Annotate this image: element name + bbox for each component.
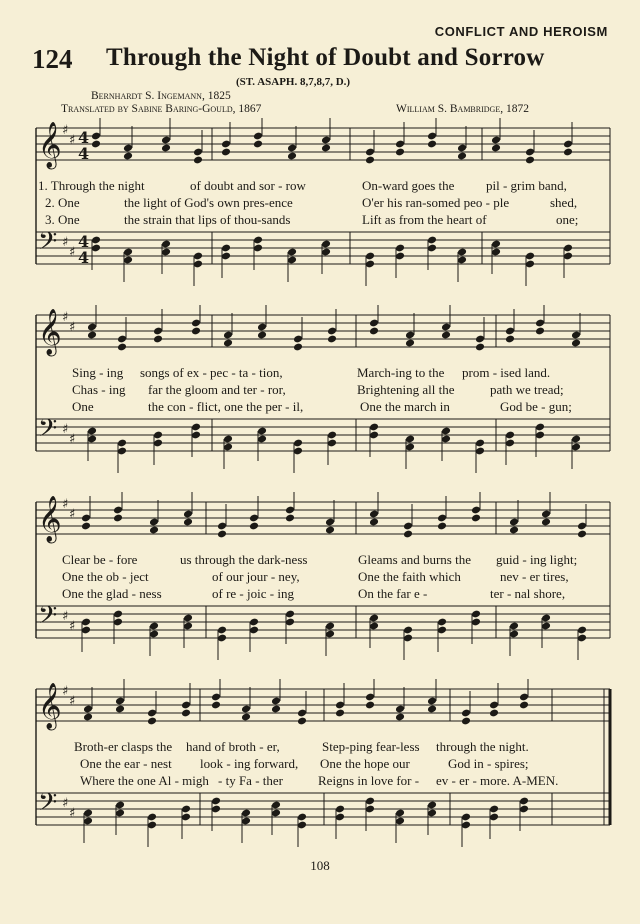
bass-clef-icon: 𝄢 bbox=[38, 414, 58, 449]
music-system-3 bbox=[0, 492, 640, 662]
lyric-segment: pil - grim band, bbox=[486, 178, 567, 193]
sharp-icon: ♯ bbox=[62, 684, 69, 699]
lyric-segment: Reigns in love for - bbox=[318, 773, 420, 788]
note-head bbox=[461, 717, 471, 726]
note-head bbox=[541, 518, 551, 527]
time-signature: 4 bbox=[78, 248, 90, 267]
note-head bbox=[113, 514, 123, 523]
lyric-segment: of our jour - ney, bbox=[212, 569, 300, 584]
sharp-icon: ♯ bbox=[62, 609, 69, 624]
lyric-segment: hand of broth - er, bbox=[186, 739, 280, 754]
treble-clef-icon: 𝄞 bbox=[38, 122, 62, 168]
treble-clef-icon: 𝄞 bbox=[38, 309, 62, 355]
note-head bbox=[183, 518, 193, 527]
lyric-segment: Broth-er clasps the bbox=[74, 739, 173, 754]
time-signature: 4 bbox=[78, 128, 90, 147]
lyric-segment: ev - er - more. A-MEN. bbox=[436, 773, 559, 788]
lyric-segment: March-ing to the bbox=[357, 365, 445, 380]
note-head bbox=[253, 140, 263, 149]
bass-clef-icon: 𝄢 bbox=[38, 601, 58, 636]
note-head bbox=[191, 327, 201, 336]
lyric-segment: of doubt and sor - row bbox=[190, 178, 306, 193]
note-head bbox=[369, 518, 379, 527]
lyric-segment: nev - er tires, bbox=[500, 569, 569, 584]
note-head bbox=[525, 156, 535, 165]
lyric-segment: one; bbox=[556, 212, 579, 227]
note-head bbox=[297, 717, 307, 726]
time-signature: 4 bbox=[78, 144, 90, 163]
sharp-icon: ♯ bbox=[69, 245, 76, 260]
lyric-segment: - ty Fa - ther bbox=[218, 773, 283, 788]
note-head bbox=[535, 327, 545, 336]
note-head bbox=[211, 701, 221, 710]
note-head bbox=[471, 514, 481, 523]
lyric-segment: One the ob - ject bbox=[62, 569, 149, 584]
section-heading: CONFLICT AND HEROISM bbox=[434, 24, 608, 39]
sharp-icon: ♯ bbox=[69, 320, 76, 335]
bass-clef-icon: 𝄢 bbox=[38, 227, 58, 262]
time-signature: 4 bbox=[78, 232, 90, 251]
lyric-segment: 2. One bbox=[45, 195, 80, 210]
music-system-2 bbox=[0, 305, 640, 475]
hymn-number: 124 bbox=[32, 44, 73, 74]
lyric-line-verse-1 bbox=[0, 178, 640, 195]
note-head bbox=[321, 144, 331, 153]
lyric-segment: through the night. bbox=[436, 739, 529, 754]
hymn-title: Through the Night of Doubt and Sorrow bbox=[106, 44, 545, 71]
tune-name: (ST. ASAPH. 8,7,8,7, D.) bbox=[236, 76, 351, 88]
lyric-line-verse-2 bbox=[0, 569, 640, 586]
sharp-icon: ♯ bbox=[62, 497, 69, 512]
lyric-segment: Chas - ing bbox=[72, 382, 126, 397]
note-head bbox=[395, 713, 405, 722]
lyric-segment: God be - gun; bbox=[500, 399, 572, 414]
note-head bbox=[505, 335, 515, 344]
note-head bbox=[83, 713, 93, 722]
note-head bbox=[241, 713, 251, 722]
lyric-segment: On the far e - bbox=[358, 586, 428, 601]
note-head bbox=[327, 335, 337, 344]
note-head bbox=[475, 343, 485, 352]
note-head bbox=[563, 148, 573, 157]
lyric-segment: One the faith which bbox=[358, 569, 461, 584]
lyric-line-verse-1 bbox=[0, 365, 640, 382]
music-system-1 bbox=[0, 118, 640, 288]
note-head bbox=[437, 522, 447, 531]
lyric-line-verse-3 bbox=[0, 773, 640, 790]
sharp-icon: ♯ bbox=[69, 507, 76, 522]
note-head bbox=[369, 327, 379, 336]
note-head bbox=[221, 148, 231, 157]
lyric-segment: Brightening all the bbox=[357, 382, 455, 397]
note-head bbox=[147, 717, 157, 726]
lyric-segment: look - ing forward, bbox=[200, 756, 299, 771]
lyric-segment: Lift as from the heart of bbox=[362, 212, 487, 227]
lyric-segment: us through the dark-ness bbox=[180, 552, 308, 567]
lyric-segment: prom - ised land. bbox=[462, 365, 551, 380]
treble-clef-icon: 𝄞 bbox=[38, 496, 62, 542]
lyric-segment: Gleams and burns the bbox=[358, 552, 472, 567]
note-head bbox=[223, 339, 233, 348]
note-head bbox=[287, 152, 297, 161]
note-head bbox=[285, 514, 295, 523]
lyric-segment: One the ear - nest bbox=[80, 756, 172, 771]
lyric-segment: shed, bbox=[550, 195, 578, 210]
note-head bbox=[457, 152, 467, 161]
note-head bbox=[441, 331, 451, 340]
lyric-segment: 3. One bbox=[45, 212, 80, 227]
lyric-segment: One the hope our bbox=[320, 756, 410, 771]
note-head bbox=[293, 343, 303, 352]
note-head bbox=[257, 331, 267, 340]
note-head bbox=[217, 530, 227, 539]
lyric-segment: the con - flict, one the per - il, bbox=[148, 399, 304, 414]
lyric-line-verse-2 bbox=[0, 382, 640, 399]
composer-credit: William S. Bambridge, 1872 bbox=[396, 103, 529, 115]
note-head bbox=[91, 140, 101, 149]
note-head bbox=[519, 701, 529, 710]
note-head bbox=[489, 709, 499, 718]
note-head bbox=[427, 140, 437, 149]
lyric-segment: guid - ing light; bbox=[496, 552, 578, 567]
note-head bbox=[571, 339, 581, 348]
lyric-segment: Clear be - fore bbox=[62, 552, 138, 567]
note-head bbox=[365, 701, 375, 710]
note-head bbox=[153, 335, 163, 344]
note-head bbox=[115, 705, 125, 714]
lyric-segment: the light of God's own pres-ence bbox=[124, 195, 293, 210]
lyric-segment: Sing - ing bbox=[72, 365, 124, 380]
lyric-line-verse-2 bbox=[0, 756, 640, 773]
note-head bbox=[365, 156, 375, 165]
bass-clef-icon: 𝄢 bbox=[38, 788, 58, 823]
lyric-segment: One the march in bbox=[360, 399, 450, 414]
lyric-segment: far the gloom and ter - ror, bbox=[148, 382, 286, 397]
sharp-icon: ♯ bbox=[69, 806, 76, 821]
note-head bbox=[193, 156, 203, 165]
lyric-line-verse-2 bbox=[0, 195, 640, 212]
note-head bbox=[427, 705, 437, 714]
note-head bbox=[403, 530, 413, 539]
sharp-icon: ♯ bbox=[62, 310, 69, 325]
note-head bbox=[181, 709, 191, 718]
note-head bbox=[509, 526, 519, 535]
lyric-segment: One the glad - ness bbox=[62, 586, 162, 601]
translator-credit: Translated by Sabine Baring-Gould, 1867 bbox=[61, 103, 262, 115]
note-head bbox=[491, 144, 501, 153]
note-head bbox=[249, 522, 259, 531]
lyric-line-verse-1 bbox=[0, 552, 640, 569]
sharp-icon: ♯ bbox=[62, 235, 69, 250]
lyric-segment: the strain that lips of thou-sands bbox=[124, 212, 291, 227]
note-head bbox=[325, 526, 335, 535]
note-head bbox=[395, 148, 405, 157]
music-system-4 bbox=[0, 679, 640, 849]
lyric-segment: ter - nal shore, bbox=[490, 586, 566, 601]
lyric-segment: Where the one Al - migh bbox=[80, 773, 209, 788]
note-head bbox=[123, 152, 133, 161]
note-head bbox=[335, 709, 345, 718]
lyric-line-verse-3 bbox=[0, 586, 640, 603]
note-head bbox=[271, 705, 281, 714]
sharp-icon: ♯ bbox=[69, 432, 76, 447]
sharp-icon: ♯ bbox=[62, 422, 69, 437]
note-head bbox=[87, 331, 97, 340]
lyric-line-verse-3 bbox=[0, 212, 640, 229]
note-head bbox=[161, 144, 171, 153]
sharp-icon: ♯ bbox=[62, 796, 69, 811]
note-head bbox=[117, 343, 127, 352]
sharp-icon: ♯ bbox=[69, 133, 76, 148]
lyric-segment: God in - spires; bbox=[448, 756, 529, 771]
lyric-line-verse-1 bbox=[0, 739, 640, 756]
note-head bbox=[81, 522, 91, 531]
note-head bbox=[405, 339, 415, 348]
page-number: 108 bbox=[310, 858, 330, 873]
lyric-segment: of re - joic - ing bbox=[212, 586, 294, 601]
lyric-segment: songs of ex - pec - ta - tion, bbox=[140, 365, 283, 380]
sharp-icon: ♯ bbox=[69, 694, 76, 709]
treble-clef-icon: 𝄞 bbox=[38, 683, 62, 729]
lyric-segment: 1. Through the night bbox=[38, 178, 145, 193]
note-head bbox=[577, 530, 587, 539]
lyric-segment: O'er his ran-somed peo - ple bbox=[362, 195, 510, 210]
sharp-icon: ♯ bbox=[62, 123, 69, 138]
lyric-line-verse-3 bbox=[0, 399, 640, 416]
lyric-segment: On-ward goes the bbox=[362, 178, 455, 193]
note-head bbox=[149, 526, 159, 535]
sharp-icon: ♯ bbox=[69, 619, 76, 634]
lyric-segment: One bbox=[72, 399, 94, 414]
lyric-segment: Step-ping fear-less bbox=[322, 739, 420, 754]
lyric-segment: path we tread; bbox=[490, 382, 564, 397]
author-credit: Bernhardt S. Ingemann, 1825 bbox=[91, 90, 231, 102]
